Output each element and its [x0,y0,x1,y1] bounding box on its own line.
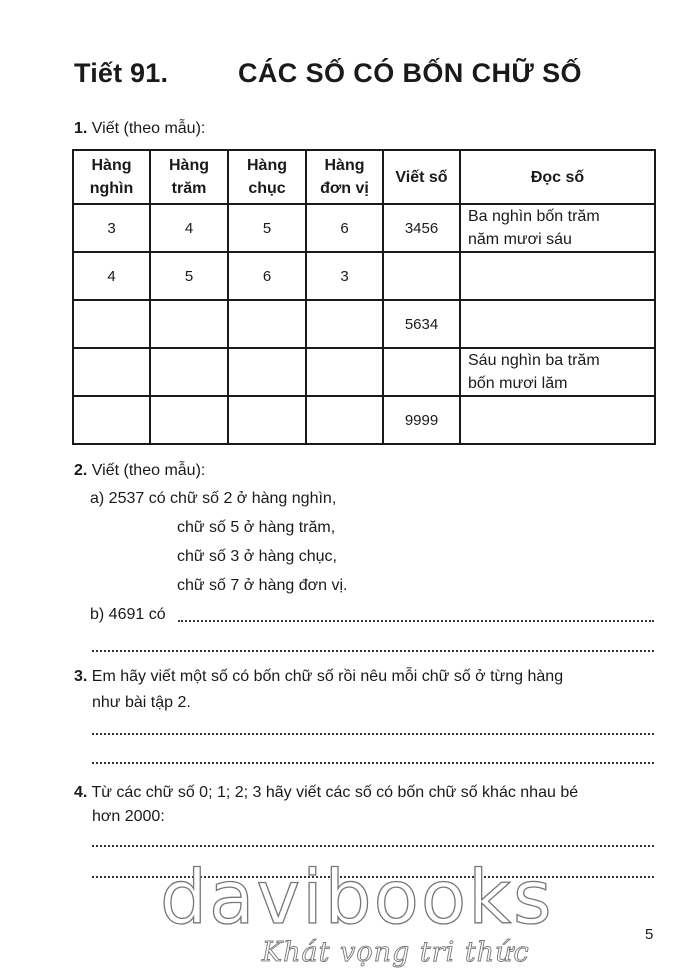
cell-thousands[interactable] [73,396,150,444]
table-row [73,300,655,348]
cell-units[interactable]: 6 [306,204,383,252]
cell-thousands[interactable]: 3 [73,204,150,252]
exercise-2b-answer-line-2[interactable] [92,650,654,652]
cell-hundreds[interactable]: 5 [150,252,228,300]
header-written-number: Viết số [383,150,460,204]
exercise-3-number: 3. [74,668,88,685]
exercise-4-text-2: hơn 2000: [92,808,165,825]
cell-thousands[interactable]: 4 [73,252,150,300]
exercise-3-text-1: Em hãy viết một số có bốn chữ số rồi nêu mỗi chữ số ở từng hàng [91,668,564,685]
exercise-4-answer-line-1[interactable] [92,845,654,847]
table-row [73,396,655,444]
exercise-1-text: Viết (theo mẫu): [91,120,206,137]
exercise-2b-answer-line-1[interactable] [178,620,654,622]
exercise-2-number: 2. [74,462,88,479]
header-thousands: Hàng nghìn [73,150,150,204]
cell-units[interactable] [306,348,383,396]
exercise-1-number: 1. [74,120,88,137]
cell-units[interactable] [306,396,383,444]
exercise-2-prompt [74,462,205,480]
cell-written[interactable]: 9999 [383,396,460,444]
cell-written[interactable] [383,252,460,300]
cell-tens[interactable]: 5 [228,204,306,252]
header-units: Hàng đơn vị [306,150,383,204]
cell-thousands[interactable] [73,300,150,348]
cell-written[interactable]: 3456 [383,204,460,252]
exercise-3-text-2: như bài tập 2. [92,694,191,711]
exercise-2a-line-1: a) 2537 có chữ số 2 ở hàng nghìn, [90,490,337,507]
cell-written[interactable] [383,348,460,396]
cell-read[interactable] [460,252,655,300]
header-hundreds: Hàng trăm [150,150,228,204]
exercise-3-answer-line-2[interactable] [92,762,654,764]
cell-tens[interactable] [228,300,306,348]
exercise-1-prompt [74,120,205,138]
exercise-3-prompt [74,668,563,686]
cell-hundreds[interactable] [150,300,228,348]
cell-tens[interactable] [228,348,306,396]
page-number: 5 [645,926,654,943]
cell-read[interactable] [460,300,655,348]
exercise-2a-line-2: chữ số 5 ở hàng trăm, [177,519,336,536]
cell-hundreds[interactable]: 4 [150,204,228,252]
cell-written[interactable]: 5634 [383,300,460,348]
cell-tens[interactable] [228,396,306,444]
exercise-2b-label: b) 4691 có [90,606,166,623]
header-read-number: Đọc số [460,150,655,204]
page-title: CÁC SỐ CÓ BỐN CHỮ SỐ [238,58,582,88]
exercise-4-prompt [74,784,578,802]
cell-thousands[interactable] [73,348,150,396]
cell-read[interactable] [460,396,655,444]
cell-read[interactable]: Sáu nghìn ba trăm bốn mươi lăm [460,348,655,396]
cell-hundreds[interactable] [150,396,228,444]
table-row [73,252,655,300]
exercise-2a-line-4: chữ số 7 ở hàng đơn vị. [177,577,348,594]
exercise-2a-line-3: chữ số 3 ở hàng chục, [177,548,337,565]
cell-units[interactable]: 3 [306,252,383,300]
table-header-row [73,150,655,204]
cell-hundreds[interactable] [150,348,228,396]
place-value-table [72,149,656,445]
header-tens: Hàng chục [228,150,306,204]
watermark-logo: davibooks [160,855,554,941]
exercise-4-text-1: Từ các chữ số 0; 1; 2; 3 hãy viết các số có bốn chữ số khác nhau bé [91,784,579,801]
cell-read[interactable]: Ba nghìn bốn trăm năm mươi sáu [460,204,655,252]
watermark-slogan: Khát vọng tri thức [262,937,530,968]
cell-units[interactable] [306,300,383,348]
exercise-4-number: 4. [74,784,88,801]
exercise-2-text: Viết (theo mẫu): [91,462,206,479]
lesson-number: Tiết 91. [74,58,169,88]
table-row [73,348,655,396]
cell-tens[interactable]: 6 [228,252,306,300]
table-row [73,204,655,252]
exercise-3-answer-line-1[interactable] [92,733,654,735]
